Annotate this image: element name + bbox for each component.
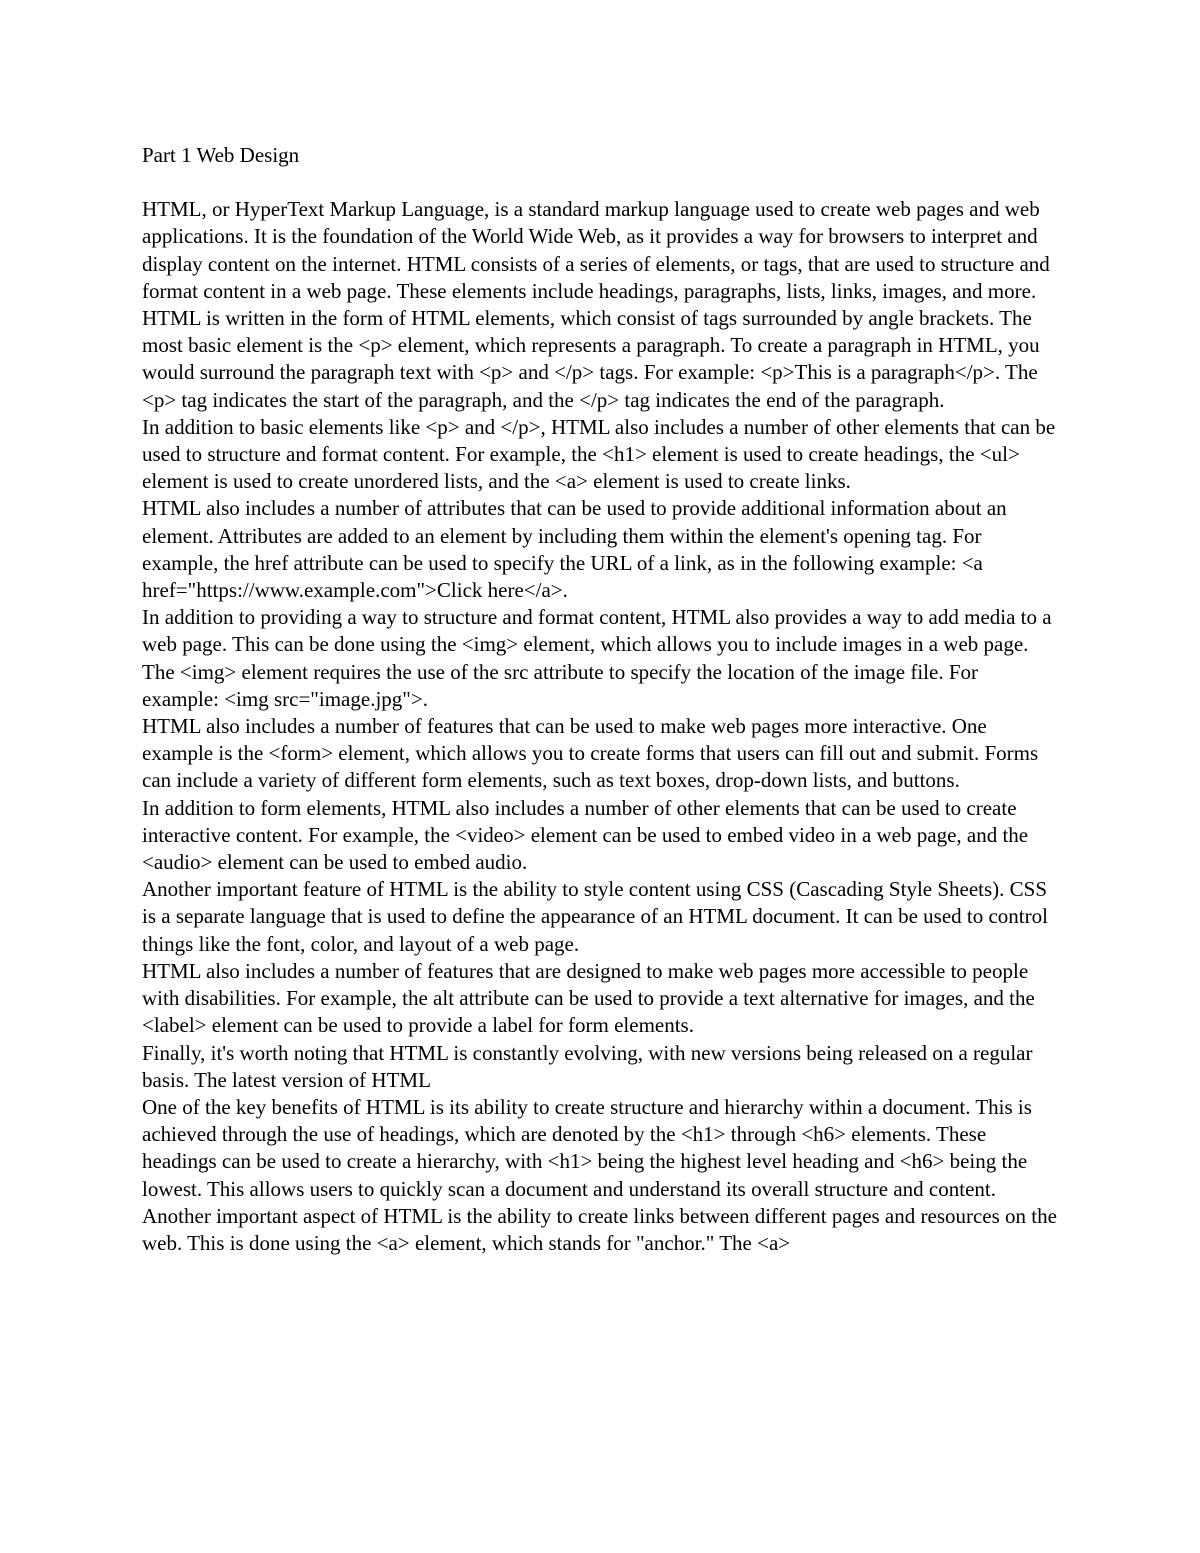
paragraph-media: In addition to providing a way to structure and format content, HTML also provides a way to add media to a web page. This can be done using the <img> element, which allows you to include images in a web page. The <img> element requires the use of the src attribute to specify the location of the image file. For example: <img src="image.jpg">.	[142, 605, 1052, 711]
paragraph-other-elements: In addition to basic elements like <p> and </p>, HTML also includes a number of other elements that can be used to structure and format content. For example, the <h1> element is used to create headings, the <ul> element is used to create unordered lists, and the <a> element is used to create links.	[142, 414, 1056, 494]
document-title: Part 1 Web Design	[142, 143, 300, 167]
paragraph-evolving: Finally, it's worth noting that HTML is constantly evolving, with new versions being released on a regular basis. The latest version of HTML	[142, 1040, 1033, 1092]
paragraph-html-intro: HTML, or HyperText Markup Language, is a standard markup language used to create web pages and web applications. It is the foundation of the World Wide Web, as it provides a way for browsers to interpret and display content on the internet. HTML consists of a series of elements, or tags, that are used to structure and format content in a web page. These elements include headings, paragraphs, lists, links, images, and more.	[142, 197, 1050, 303]
paragraph-interactive-content: In addition to form elements, HTML also includes a number of other elements that can be used to create interactive content. For example, the <video> element can be used to embed video in a web page, and the <audio> element can be used to embed audio.	[142, 795, 1029, 875]
paragraph-accessibility: HTML also includes a number of features that are designed to make web pages more accessible to people with disabilities. For example, the alt attribute can be used to provide a text alternative for images, and the <label> element can be used to provide a label for form elements.	[142, 958, 1035, 1038]
paragraph-css: Another important feature of HTML is the ability to style content using CSS (Cascading Style Sheets). CSS is a separate language that is used to define the appearance of an HTML document. It can be used to control things like the font, color, and layout of a web page.	[142, 877, 1048, 956]
paragraph-forms: HTML also includes a number of features that can be used to make web pages more interactive. One example is the <form> element, which allows you to create forms that users can fill out and submit. Forms can include a variety of different form elements, such as text boxes, drop-down lists, and buttons.	[142, 714, 1039, 793]
paragraph-attributes: HTML also includes a number of attributes that can be used to provide additional information about an element. Attributes are added to an element by including them within the element's opening tag. For example, the href attribute can be used to specify the URL of a link, as in the following example: <a href="https://www.example.com">Click here</a>.	[142, 496, 1007, 603]
paragraph-structure-hierarchy: One of the key benefits of HTML is its ability to create structure and hierarchy within a document. This is achieved through the use of headings, which are denoted by the <h1> through <h6> elements. These headings can be used to create a hierarchy, with <h1> being the highest level heading and <h6> being the lowest. This allows users to quickly scan a document and understand its overall structure and content.	[142, 1094, 1032, 1201]
paragraph-links: Another important aspect of HTML is the ability to create links between different pages and resources on the web. This is done using the <a> element, which stands for "anchor." The <a>	[142, 1203, 1057, 1255]
paragraph-html-elements: HTML is written in the form of HTML elements, which consist of tags surrounded by angle brackets. The most basic element is the <p> element, which represents a paragraph. To create a paragraph in HTML, you would surround the paragraph text with <p> and </p> tags. For example: <p>This is a paragraph</p>. The <p> tag indicates the start of the paragraph, and the </p> tag indicates the end of the paragraph.	[142, 306, 1040, 412]
